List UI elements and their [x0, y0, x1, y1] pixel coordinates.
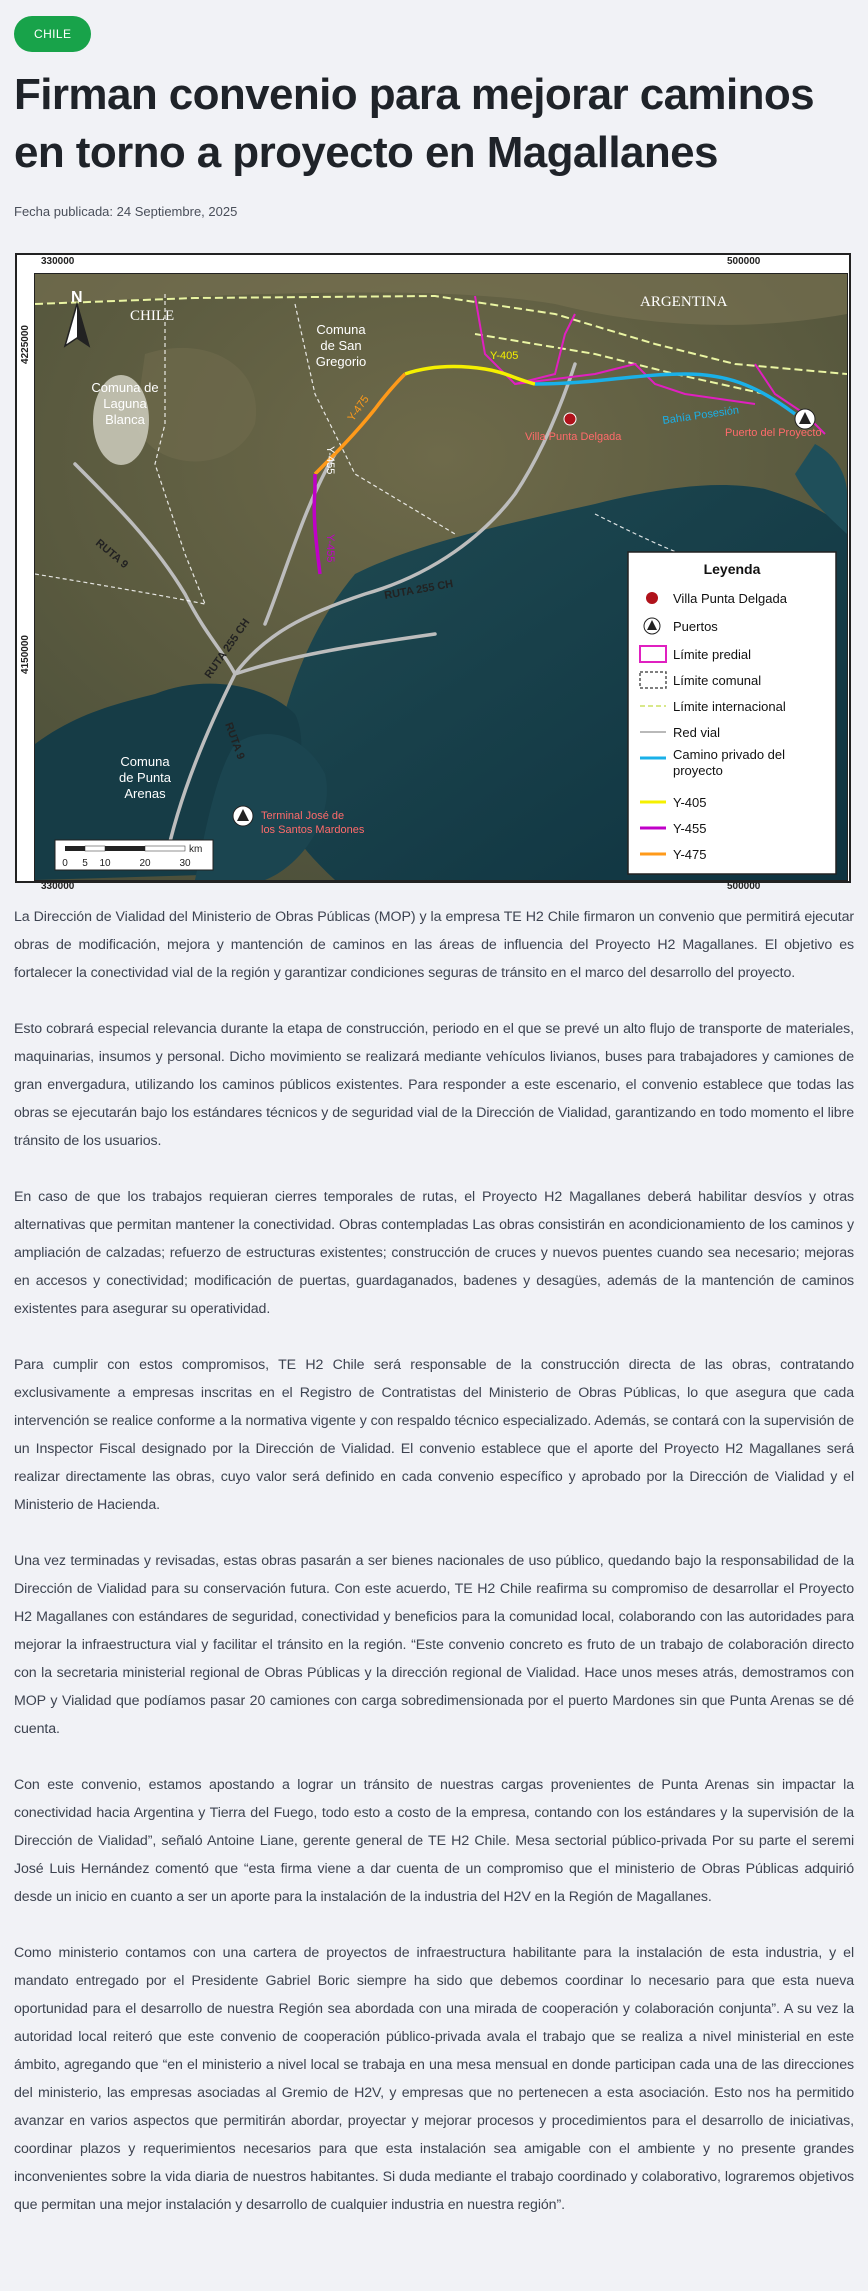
label-comuna-sg-3: Gregorio: [315, 354, 367, 369]
label-ruta255: RUTA 255 CH: [383, 578, 455, 602]
label-ruta255b: RUTA 255 CH: [202, 616, 253, 681]
label-villa: Villa Punta Delgada: [525, 431, 622, 443]
label-ruta9a: RUTA 9: [93, 537, 131, 572]
label-y405: Y-405: [490, 350, 519, 362]
label-argentina: ARGENTINA: [640, 294, 728, 310]
publish-date: Fecha publicada: 24 Septiembre, 2025: [14, 204, 238, 219]
label-terminal-2: los Santos Mardones: [261, 824, 365, 836]
scale-tick-1: 5: [82, 858, 88, 869]
coord-top-right: 500000: [727, 256, 761, 267]
legend-item-label: Límite comunal: [673, 673, 762, 688]
paragraph: Con este convenio, estamos apostando a lograr un tránsito de nuestras cargas provenientes de Punta Arenas sin impactar la conectividad hacia Argentina y Tierra del Fuego, todo esto a costo de la empresa, contando con los estándares y la supervisión de la Dirección de Vialidad”, señaló Antoine Liane, gerente general de TE H2 Chile. Mesa sectorial público-privada Por su parte el seremi José Luis Hernández comentó que “esta firma viene a dar cuenta de un compromiso que el ministerio de Obras Públicas adquirió desde un inicio en cuanto a ser un aporte para la instalación de la industria del H2V en la Región de Magallanes.: [14, 1777, 854, 1905]
scale-tick-3: 20: [139, 858, 151, 869]
label-comuna-pa-3: Arenas: [124, 786, 166, 801]
label-comuna-lb-1: Comuna de: [91, 380, 159, 395]
label-puerto: Puerto del Proyecto: [725, 427, 822, 439]
legend-title: Leyenda: [703, 561, 761, 577]
legend-item-label: Red vial: [673, 725, 720, 740]
scale-bar: [55, 840, 213, 870]
north-label: N: [71, 289, 83, 306]
paragraph: La Dirección de Vialidad del Ministerio de Obras Públicas (MOP) y la empresa TE H2 Chile firmaron un convenio que permitirá ejecutar obras de modificación, mejora y mantención de caminos en las áreas de influencia del Proyecto H2 Magallanes. El objetivo es fortalecer la conectividad vial de la región y garantizar condiciones seguras de tránsito en el marco del desarrollo del proyecto.: [14, 909, 854, 981]
coord-bottom-left: 330000: [41, 881, 75, 892]
label-comuna-pa-1: Comuna: [120, 754, 170, 769]
label-comuna-lb-3: Blanca: [105, 412, 145, 427]
project-port-icon[interactable]: [795, 409, 815, 429]
terminal-port-icon[interactable]: [233, 806, 253, 826]
paragraph: Como ministerio contamos con una cartera de proyectos de infraestructura habilitante para la instalación de esta industria, y el mandato entregado por el Presidente Gabriel Boric siempre ha sido que debemos coordinar lo necesario para que esta nueva oportunidad para el desarrollo de nuestra Región sea abordada con una mirada de cooperación y colaboración conjunta”. A su vez la autoridad local reiteró que este convenio de cooperación público-privada avala el trabajo que se realiza a nivel ministerial en este ámbito, agregando que “en el ministerio a nivel local se trabaja en una mesa mensual en donde participan cada una de las direcciones del ministerio, las empresas asociadas al Gremio de H2V, y empresas que no pertenecen a esta asociación. Esto nos ha permitido avanzar en varios aspectos que permitirán abordar, proyectar y mejorar procesos y procedimientos para el desarrollo de iniciativas, coordinar plazos y requerimientos necesarios para que esta instalación sea amigable con el ambiente y no presente grandes inconvenientes sobre la vida diaria de nuestros habitantes. Si duda mediante el trabajo coordinado y colaborativo, lograremos objetivos que permitan una mejor instalación y desarrollo de cualquier industria en nuestra región”.: [14, 1945, 854, 2213]
legend-private-line1: Camino privado del: [673, 747, 786, 762]
map-figure: [14, 243, 852, 903]
scale-unit: km: [189, 844, 203, 855]
coord-bottom-right: 500000: [727, 881, 761, 892]
paragraph: Para cumplir con estos compromisos, TE H2 Chile será responsable de la construcción directa de las obras, contratando exclusivamente a empresas inscritas en el Registro de Contratistas del Ministerio de Obras Públicas, lo que asegura que cada intervención se realice conforme a la normativa vigente y con respaldo técnico especializado. Además, se contará con la supervisión de un Inspector Fiscal designado por la Dirección de Vialidad. El convenio establece que el aporte del Proyecto H2 Magallanes será realizar directamente las obras, cuyo valor será definido en cada convenio específico y aprobado por la Dirección de Vialidad y el Ministerio de Hacienda.: [14, 1357, 854, 1513]
label-comuna-pa-2: de Punta: [118, 770, 172, 785]
coord-left-top: 4225000: [20, 325, 31, 364]
legend-private-label: Camino privado del proyecto: [35, 274, 48, 275]
legend-item-label: Puertos: [673, 619, 718, 634]
label-comuna-sg-2: de San: [320, 338, 362, 353]
scale-tick-4: 30: [179, 858, 191, 869]
label-ruta9b: RUTA 9: [222, 720, 247, 762]
label-chile: CHILE: [130, 308, 175, 324]
legend-dot-icon: [646, 592, 658, 604]
legend-item-label: Y-455: [673, 821, 707, 836]
legend-item-label: Y-405: [673, 795, 707, 810]
label-comuna-sg-1: Comuna: [316, 322, 366, 337]
label-bahia: Bahía Posesión: [661, 404, 740, 427]
scale-tick-0: 0: [62, 858, 68, 869]
coord-left-bottom: 4150000: [20, 635, 31, 674]
coord-top-left: 330000: [41, 256, 75, 267]
legend-item-label: Y-475: [673, 847, 707, 862]
legend-item-label: Límite predial: [673, 647, 752, 662]
legend-item-label: Villa Punta Delgada: [673, 591, 787, 606]
villa-punta-delgada-marker[interactable]: [564, 413, 576, 425]
label-y475: Y-475: [345, 393, 372, 424]
scale-tick-2: 10: [99, 858, 111, 869]
map-frame: [15, 253, 851, 892]
legend-item-label: Límite internacional: [673, 699, 786, 714]
category-tag[interactable]: CHILE: [14, 16, 91, 52]
label-y455a: Y-455: [324, 446, 336, 475]
label-y455b: Y-455: [324, 534, 336, 563]
map-canvas[interactable]: [34, 273, 848, 881]
paragraph: Esto cobrará especial relevancia durante la etapa de construcción, periodo en el que se prevé un alto flujo de transporte de materiales, maquinarias, insumos y personal. Dicho movimiento se realizará mediante vehículos livianos, buses para trabajadores y camiones de gran envergadura, utilizando los caminos públicos existentes. Para responder a este escenario, el convenio establece que todas las obras se ejecutarán bajo los estándares técnicos y de seguridad vial de la Dirección de Vialidad, garantizando en todo momento el libre tránsito de los usuarios.: [14, 1021, 854, 1149]
article-body: [14, 903, 854, 2219]
label-terminal-1: Terminal José de: [261, 810, 345, 822]
article-title: Firman convenio para mejorar caminos en torno a proyecto en Magallanes: [14, 70, 815, 177]
paragraph: En caso de que los trabajos requieran cierres temporales de rutas, el Proyecto H2 Magallanes deberá habilitar desvíos y otras alternativas que permitan mantener la conectividad. Obras contempladas Las obras consistirán en acondicionamiento de los caminos y ampliación de calzadas; refuerzo de estructuras existentes; construcción de cruces y nuevos puentes cuando sea necesario; mejoras en accesos y conectividad; modificación de puertas, guardaganados, badenes y desagües, además de la mantención de caminos existentes para asegurar su operatividad.: [14, 1189, 854, 1317]
legend-private-line2: proyecto: [673, 763, 723, 778]
label-comuna-lb-2: Laguna: [103, 396, 147, 411]
paragraph: Una vez terminadas y revisadas, estas obras pasarán a ser bienes nacionales de uso público, quedando bajo la responsabilidad de la Dirección de Vialidad para su conservación futura. Con este acuerdo, TE H2 Chile reafirma su compromiso de desarrollar el Proyecto H2 Magallanes con estándares de seguridad, conectividad y beneficios para la comunidad local, colaborando con las autoridades para mejorar la infraestructura vial y facilitar el tránsito en la región. “Este convenio concreto es fruto de un trabajo de colaboración directo con la secretaria ministerial regional de Obras Públicas y la dirección regional de Vialidad. Hace unos meses atrás, demostramos con MOP y Vialidad que podíamos pasar 20 camiones con carga sobredimensionada por el puerto Mardones sin que Punta Arenas se dé cuenta.: [14, 1553, 854, 1737]
